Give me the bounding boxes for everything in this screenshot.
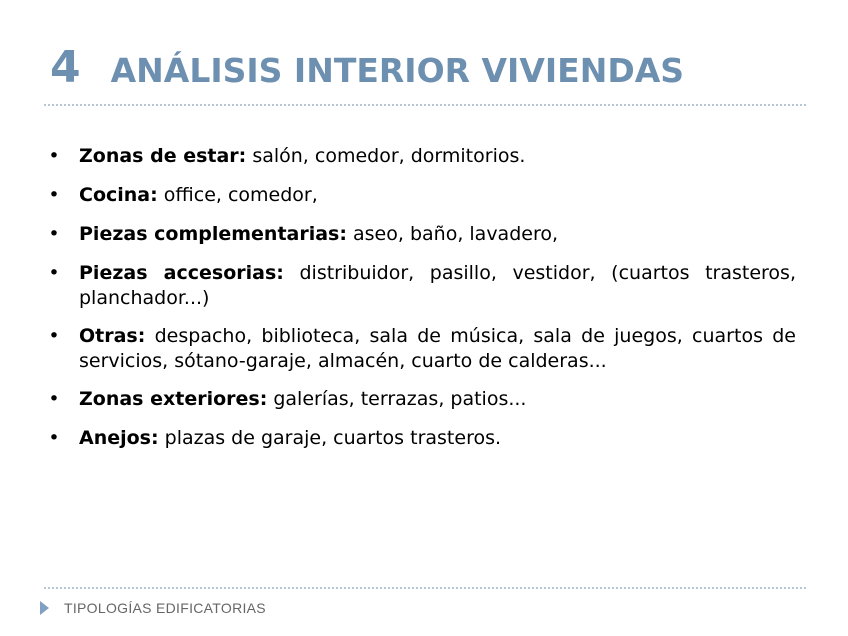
bullet-term: Otras: — [79, 325, 146, 347]
footer — [40, 596, 266, 620]
bullet-term: Cocina: — [79, 184, 158, 206]
slide-title — [50, 42, 810, 102]
triangle-arrow-right-icon — [40, 601, 49, 615]
slide-title-text: ANÁLISIS INTERIOR VIVIENDAS — [110, 51, 685, 90]
bullet-dot: • — [48, 184, 60, 206]
slide-number: 4 — [50, 42, 81, 93]
bullet-dot: • — [48, 223, 60, 245]
bullet-term: Zonas de estar: — [79, 145, 247, 167]
bullet-item-cocina — [44, 183, 796, 208]
bullet-item-otras — [44, 324, 796, 374]
bullet-text: galerías, terrazas, patios... — [267, 388, 527, 410]
bullet-dot: • — [48, 427, 60, 449]
bullet-dot: • — [48, 325, 60, 347]
bullet-item-zonas-exteriores — [44, 387, 796, 412]
bullet-item-piezas-accesorias — [44, 261, 796, 311]
bullet-list — [44, 144, 796, 465]
bullet-term: Anejos: — [79, 427, 159, 449]
footer-text: TIPOLOGÍAS EDIFICATORIAS — [64, 600, 266, 616]
bullet-text: plazas de garaje, cuartos trasteros. — [158, 427, 502, 449]
bullet-text: office, comedor, — [157, 184, 318, 206]
title-divider — [44, 104, 806, 106]
bullet-term: Zonas exteriores: — [79, 388, 268, 410]
bullet-dot: • — [48, 388, 60, 410]
bullet-text: salón, comedor, dormitorios. — [246, 145, 526, 167]
bullet-item-zonas-de-estar — [44, 144, 796, 169]
bullet-term: Piezas complementarias: — [79, 223, 347, 245]
bullet-term: Piezas accesorias: — [79, 262, 284, 284]
bullet-item-anejos — [44, 426, 796, 451]
bullet-text: distribuidor, pasillo, vestidor, (cuartos trasteros, planchador...) — [79, 262, 796, 309]
bullet-dot: • — [48, 145, 60, 167]
bullet-text: despacho, biblioteca, sala de música, sala de juegos, cuartos de servicios, sótano-garaje, almacén, cuarto de calderas... — [79, 325, 796, 372]
bullet-dot: • — [48, 262, 60, 284]
bullet-item-piezas-complementarias — [44, 222, 796, 247]
footer-divider — [44, 587, 806, 589]
bullet-text: aseo, baño, lavadero, — [346, 223, 559, 245]
